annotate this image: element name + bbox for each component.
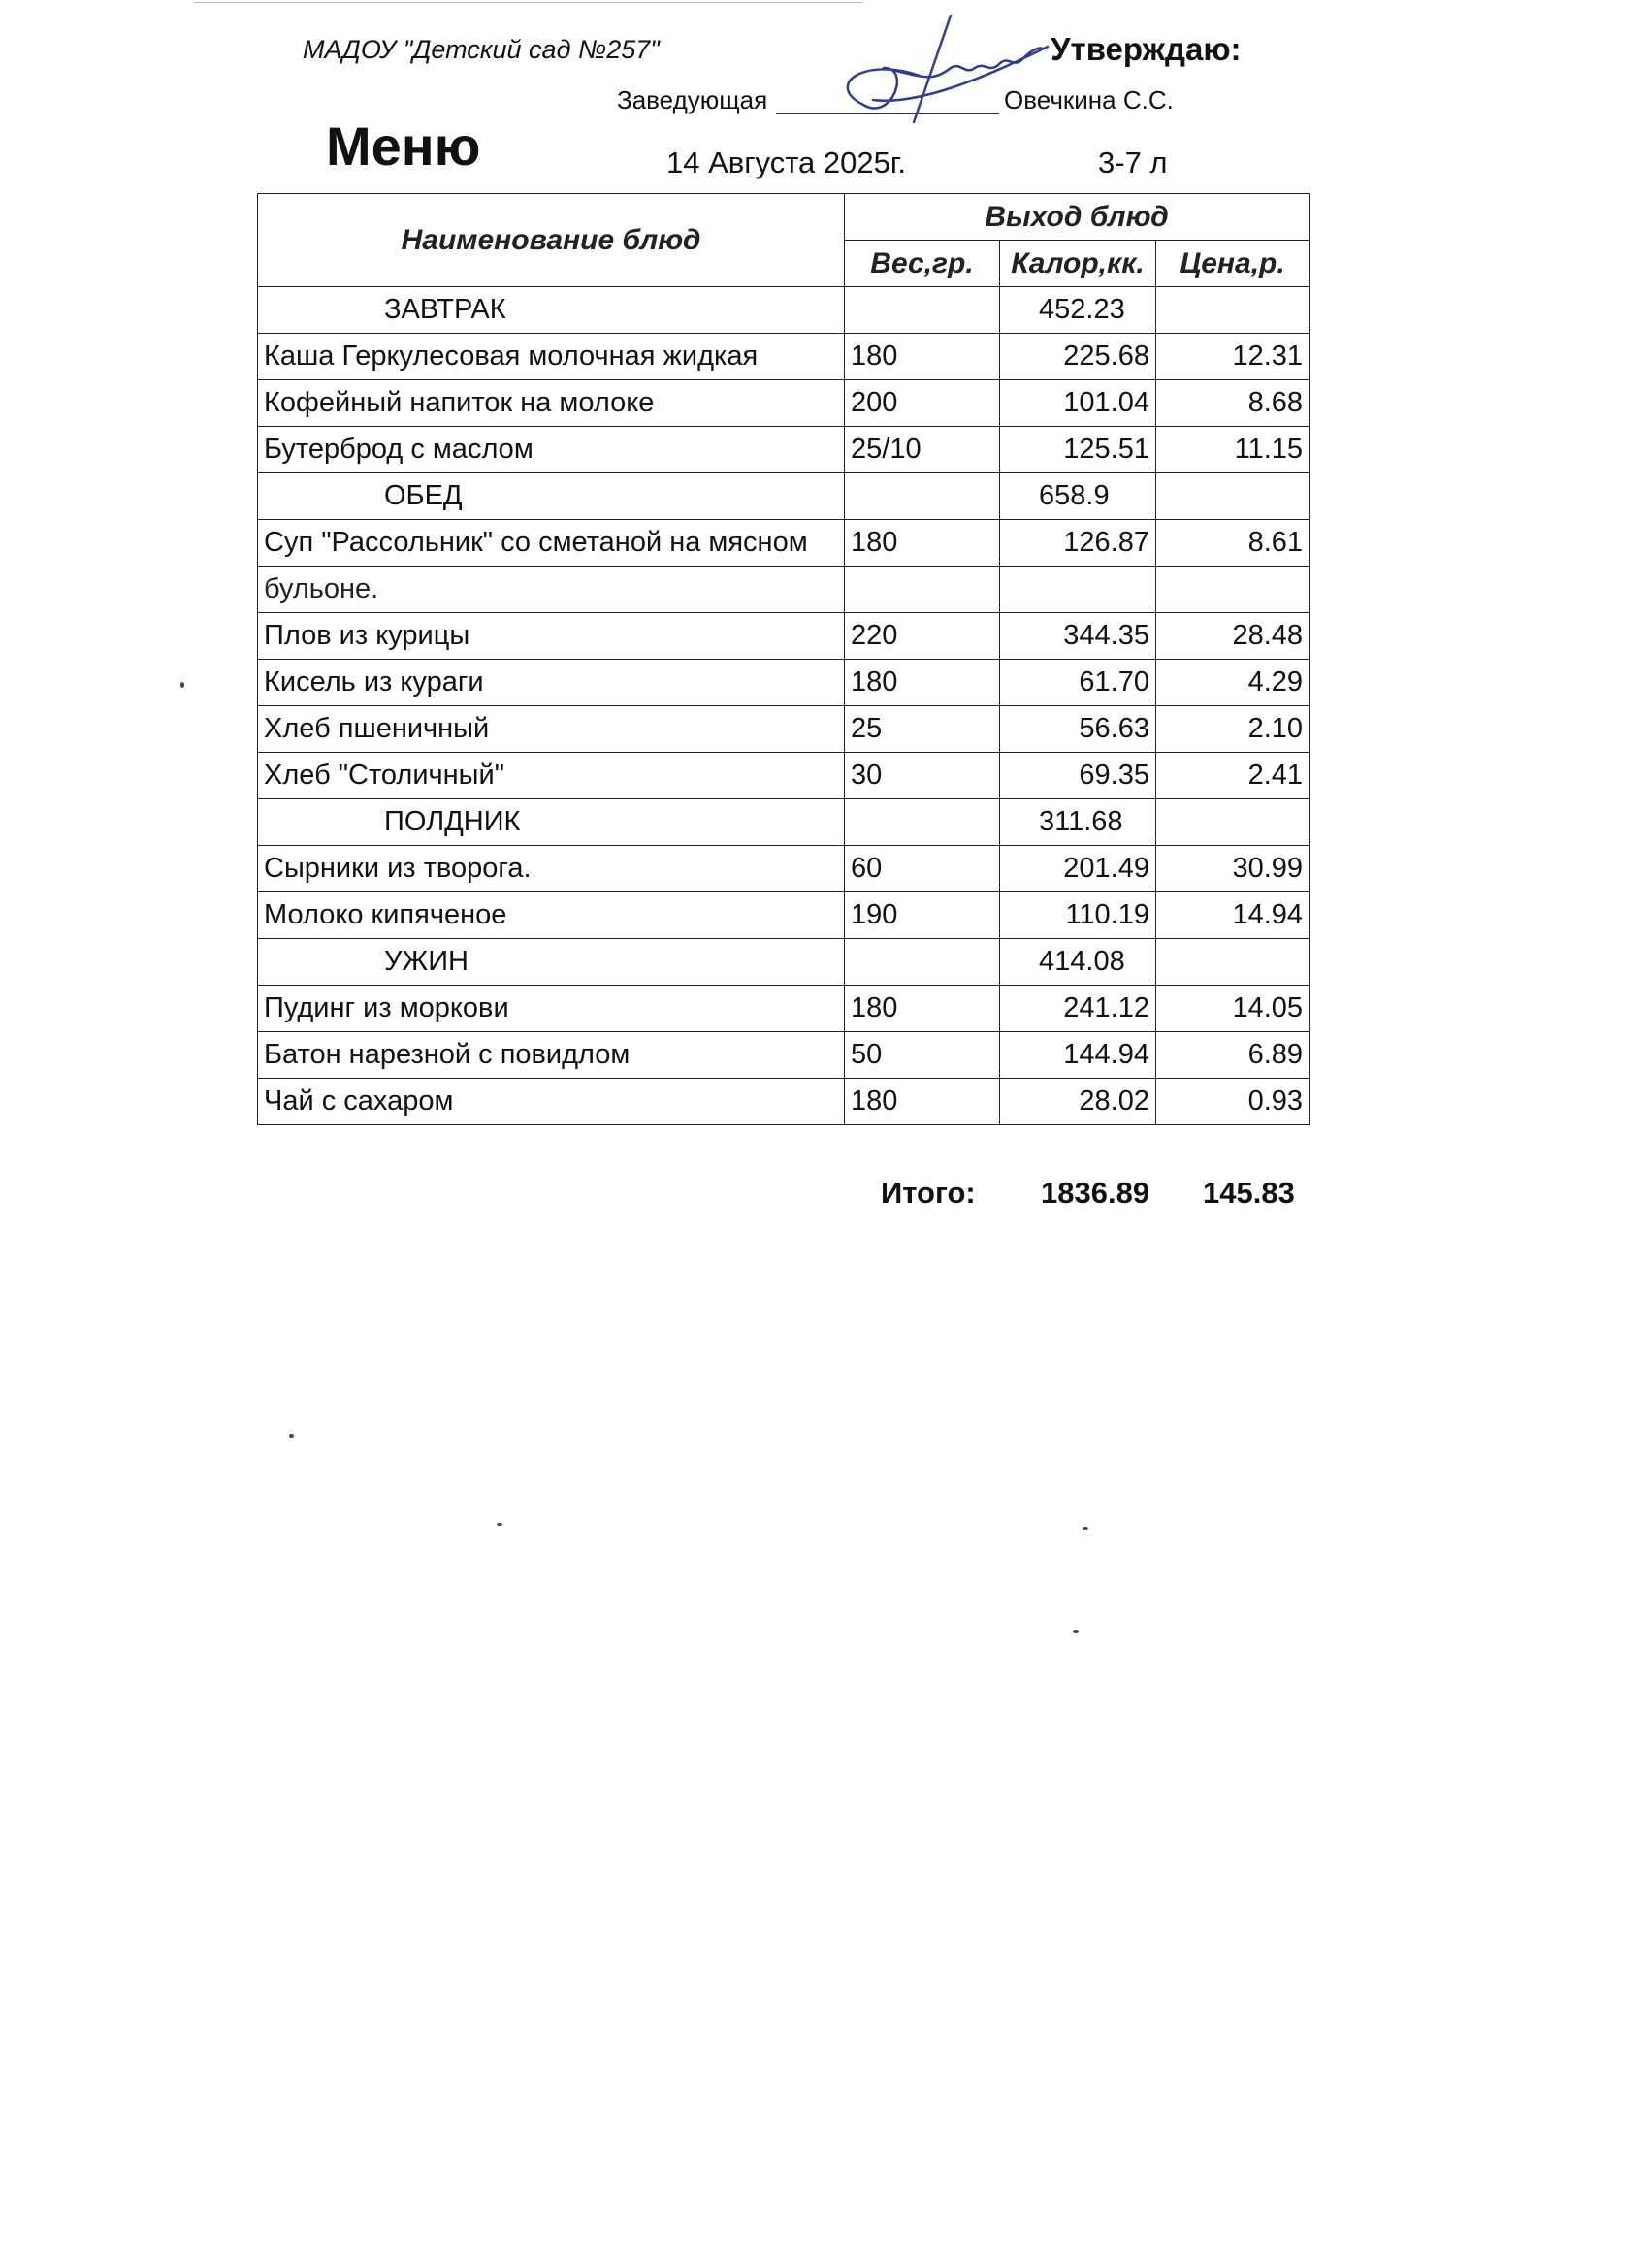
weight-cell	[845, 567, 1000, 613]
dish-name-cell: Батон нарезной с повидлом	[258, 1032, 845, 1079]
kcal-cell	[1000, 567, 1156, 613]
kcal-cell: 225.68	[1000, 334, 1156, 380]
weight-cell: 180	[845, 660, 1000, 706]
price-cell: 11.15	[1156, 427, 1310, 473]
table-row	[258, 427, 1310, 473]
weight-cell: 180	[845, 1079, 1000, 1125]
scan-speck	[1083, 1527, 1088, 1530]
price-cell: 14.94	[1156, 892, 1310, 939]
dish-name-cell: Бутерброд с маслом	[258, 427, 845, 473]
dish-name-cell: Кисель из кураги	[258, 660, 845, 706]
dish-name-cell: Сырники из творога.	[258, 846, 845, 892]
weight-cell: 180	[845, 520, 1000, 567]
dish-name-cell: ОБЕД	[258, 473, 845, 520]
weight-cell: 25	[845, 706, 1000, 753]
organization-name: МАДОУ "Детский сад №257"	[303, 35, 660, 64]
kcal-cell: 452.23	[1000, 287, 1156, 334]
kcal-cell: 144.94	[1000, 1032, 1156, 1079]
kcal-cell: 201.49	[1000, 846, 1156, 892]
head-position-label: Заведующая	[617, 85, 768, 114]
price-cell	[1156, 939, 1310, 986]
totals-price: 145.83	[1203, 1176, 1295, 1210]
price-cell: 8.68	[1156, 380, 1310, 427]
meal-section-row	[258, 473, 1310, 520]
table-row	[258, 380, 1310, 427]
dish-name-cell: Суп "Рассольник" со сметаной на мясном	[258, 520, 845, 567]
header-weight: Вес,гр.	[845, 241, 1000, 287]
dish-name-cell: бульоне.	[258, 567, 845, 613]
price-cell	[1156, 567, 1310, 613]
director-name: Овечкина С.С.	[1004, 85, 1174, 114]
dish-name-cell: Хлеб "Столичный"	[258, 753, 845, 799]
kcal-cell: 101.04	[1000, 380, 1156, 427]
kcal-cell: 69.35	[1000, 753, 1156, 799]
table-row	[258, 846, 1310, 892]
signature-icon	[805, 8, 1057, 134]
kcal-cell: 311.68	[1000, 799, 1156, 846]
dish-name-cell: ПОЛДНИК	[258, 799, 845, 846]
kcal-cell: 658.9	[1000, 473, 1156, 520]
table-row	[258, 660, 1310, 706]
weight-cell: 60	[845, 846, 1000, 892]
weight-cell	[845, 799, 1000, 846]
table-row	[258, 1032, 1310, 1079]
dish-name-cell: Каша Геркулесовая молочная жидкая	[258, 334, 845, 380]
price-cell: 28.48	[1156, 613, 1310, 660]
dish-name-cell: Плов из курицы	[258, 613, 845, 660]
price-cell	[1156, 473, 1310, 520]
kcal-cell: 110.19	[1000, 892, 1156, 939]
kcal-cell: 414.08	[1000, 939, 1156, 986]
price-cell: 12.31	[1156, 334, 1310, 380]
scan-speck	[497, 1523, 502, 1526]
table-row	[258, 1079, 1310, 1125]
price-cell	[1156, 287, 1310, 334]
weight-cell: 180	[845, 334, 1000, 380]
scan-speck	[180, 682, 184, 688]
weight-cell: 180	[845, 986, 1000, 1032]
header-kcal: Калор,кк.	[1000, 241, 1156, 287]
price-cell: 14.05	[1156, 986, 1310, 1032]
approve-label: Утверждаю:	[1051, 31, 1242, 67]
meal-section-row	[258, 939, 1310, 986]
weight-cell: 220	[845, 613, 1000, 660]
kcal-cell: 125.51	[1000, 427, 1156, 473]
kcal-cell: 28.02	[1000, 1079, 1156, 1125]
totals-label: Итого:	[881, 1176, 976, 1210]
meal-section-row	[258, 799, 1310, 846]
kcal-cell: 126.87	[1000, 520, 1156, 567]
dish-name-cell: Молоко кипяченое	[258, 892, 845, 939]
price-cell: 2.41	[1156, 753, 1310, 799]
price-cell: 8.61	[1156, 520, 1310, 567]
dish-name-cell: Хлеб пшеничный	[258, 706, 845, 753]
dish-name-cell: ЗАВТРАК	[258, 287, 845, 334]
price-cell: 2.10	[1156, 706, 1310, 753]
page-title: Меню	[326, 115, 481, 177]
kcal-cell: 344.35	[1000, 613, 1156, 660]
table-row	[258, 567, 1310, 613]
weight-cell: 30	[845, 753, 1000, 799]
menu-table	[257, 193, 1310, 1125]
weight-cell: 200	[845, 380, 1000, 427]
weight-cell	[845, 473, 1000, 520]
kcal-cell: 61.70	[1000, 660, 1156, 706]
scan-edge-line	[194, 2, 863, 3]
header-dish-name: Наименование блюд	[258, 194, 845, 287]
dish-name-cell: УЖИН	[258, 939, 845, 986]
dish-name-cell: Чай с сахаром	[258, 1079, 845, 1125]
price-cell: 4.29	[1156, 660, 1310, 706]
dish-name-cell: Кофейный напиток на молоке	[258, 380, 845, 427]
header-output: Выход блюд	[845, 194, 1310, 241]
dish-name-cell: Пудинг из моркови	[258, 986, 845, 1032]
price-cell: 0.93	[1156, 1079, 1310, 1125]
table-row	[258, 753, 1310, 799]
table-row	[258, 986, 1310, 1032]
price-cell	[1156, 799, 1310, 846]
meal-section-row	[258, 287, 1310, 334]
price-cell: 6.89	[1156, 1032, 1310, 1079]
table-row	[258, 706, 1310, 753]
scan-speck	[289, 1434, 294, 1438]
kcal-cell: 241.12	[1000, 986, 1156, 1032]
weight-cell: 25/10	[845, 427, 1000, 473]
weight-cell: 190	[845, 892, 1000, 939]
menu-date: 14 Августа 2025г.	[666, 146, 907, 179]
table-row	[258, 892, 1310, 939]
weight-cell	[845, 939, 1000, 986]
header-price: Цена,р.	[1156, 241, 1310, 287]
price-cell: 30.99	[1156, 846, 1310, 892]
table-row	[258, 613, 1310, 660]
weight-cell: 50	[845, 1032, 1000, 1079]
totals-kcal: 1836.89	[1041, 1176, 1150, 1210]
table-row	[258, 520, 1310, 567]
age-group: 3-7 л	[1098, 146, 1168, 179]
weight-cell	[845, 287, 1000, 334]
scan-speck	[1073, 1630, 1079, 1633]
table-row	[258, 334, 1310, 380]
kcal-cell: 56.63	[1000, 706, 1156, 753]
